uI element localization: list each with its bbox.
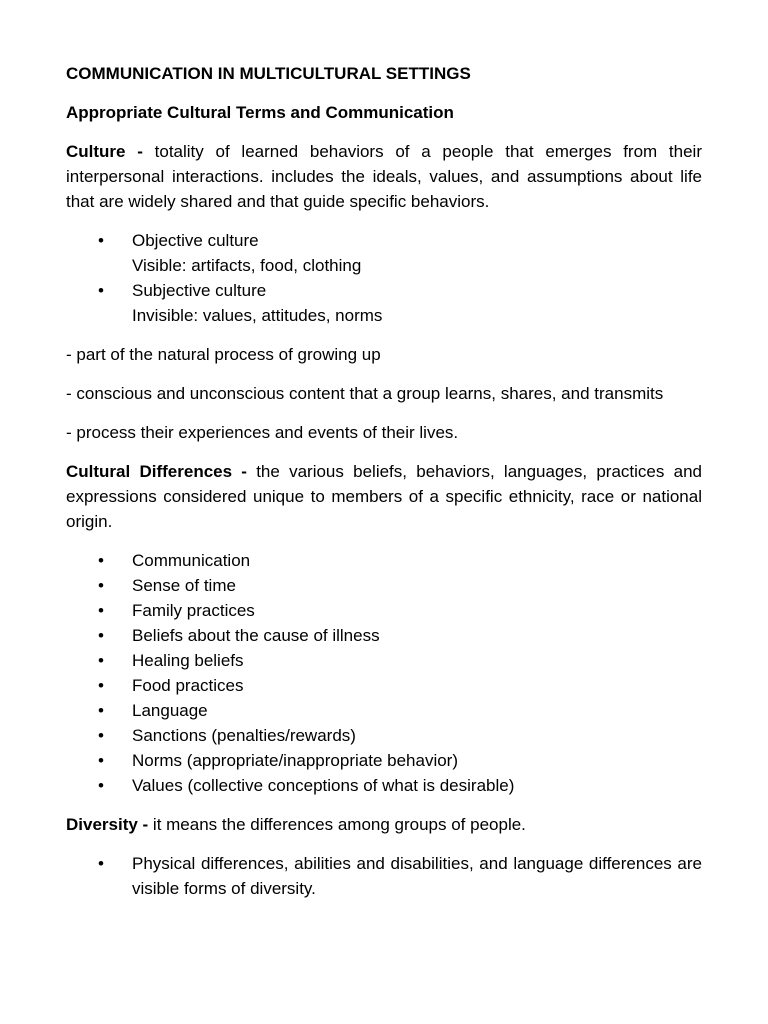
diversity-definition-text: it means the differences among groups of people. [148, 815, 526, 834]
bullet-icon: • [98, 551, 104, 570]
diversity-list [66, 851, 702, 901]
list-item [66, 773, 702, 798]
bullet-icon: • [98, 726, 104, 745]
bullet-icon: • [98, 231, 104, 250]
bullet-icon: • [98, 751, 104, 770]
list-item [66, 723, 702, 748]
list-item-text: Beliefs about the cause of illness [132, 626, 380, 645]
list-item-text: Communication [132, 551, 251, 570]
bullet-icon: • [98, 281, 104, 300]
cultural-differences-term: Cultural Differences - [66, 462, 247, 481]
list-item [66, 673, 702, 698]
culture-type-name: Objective culture [132, 231, 259, 250]
bullet-icon: • [98, 701, 104, 720]
culture-types-list [66, 228, 702, 328]
diversity-term: Diversity - [66, 815, 149, 834]
list-item-text: Family practices [132, 601, 255, 620]
list-item-text: Values (collective conceptions of what is desirable) [132, 776, 515, 795]
culture-note: - part of the natural process of growing up [66, 345, 381, 364]
list-item-text: Norms (appropriate/inappropriate behavior) [132, 751, 458, 770]
culture-note: - conscious and unconscious content that a group learns, shares, and transmits [66, 384, 664, 403]
bullet-icon: • [98, 776, 104, 795]
list-item-text: Sanctions (penalties/rewards) [132, 726, 356, 745]
cultural-differences-definition [66, 459, 702, 534]
list-item [66, 228, 702, 278]
list-item [66, 278, 702, 328]
list-item [66, 573, 702, 598]
culture-type-detail: Invisible: values, attitudes, norms [132, 306, 383, 325]
list-item [66, 748, 702, 773]
cultural-differences-definition-text: the various beliefs, behaviors, languages, practices and expressions considered unique to members of a specific ethnicity, race or national origin. [66, 462, 702, 531]
cultural-differences-list [66, 548, 702, 798]
list-item [66, 851, 702, 901]
list-item [66, 548, 702, 573]
document-page [66, 61, 702, 915]
bullet-icon: • [98, 676, 104, 695]
list-item-text: Sense of time [132, 576, 236, 595]
culture-type-detail: Visible: artifacts, food, clothing [132, 256, 362, 275]
culture-note: - process their experiences and events of their lives. [66, 423, 459, 442]
culture-definition [66, 139, 702, 214]
bullet-icon: • [98, 651, 104, 670]
culture-term: Culture - [66, 142, 143, 161]
document-title: COMMUNICATION IN MULTICULTURAL SETTINGS [66, 64, 471, 83]
list-item-text: Food practices [132, 676, 244, 695]
section-heading: Appropriate Cultural Terms and Communication [66, 103, 454, 122]
bullet-icon: • [98, 854, 104, 873]
list-item-text: Physical differences, abilities and disabilities, and language differences are visible forms of diversity. [132, 854, 702, 898]
list-item [66, 698, 702, 723]
bullet-icon: • [98, 576, 104, 595]
list-item [66, 623, 702, 648]
bullet-icon: • [98, 626, 104, 645]
bullet-icon: • [98, 601, 104, 620]
list-item [66, 598, 702, 623]
culture-definition-text: totality of learned behaviors of a people that emerges from their interpersonal interactions. includes the ideals, values, and assumptions about life that are widely shared and that guide specific behaviors. [66, 142, 702, 211]
list-item [66, 648, 702, 673]
culture-type-name: Subjective culture [132, 281, 267, 300]
list-item-text: Language [132, 701, 208, 720]
diversity-definition [66, 812, 702, 837]
list-item-text: Healing beliefs [132, 651, 244, 670]
